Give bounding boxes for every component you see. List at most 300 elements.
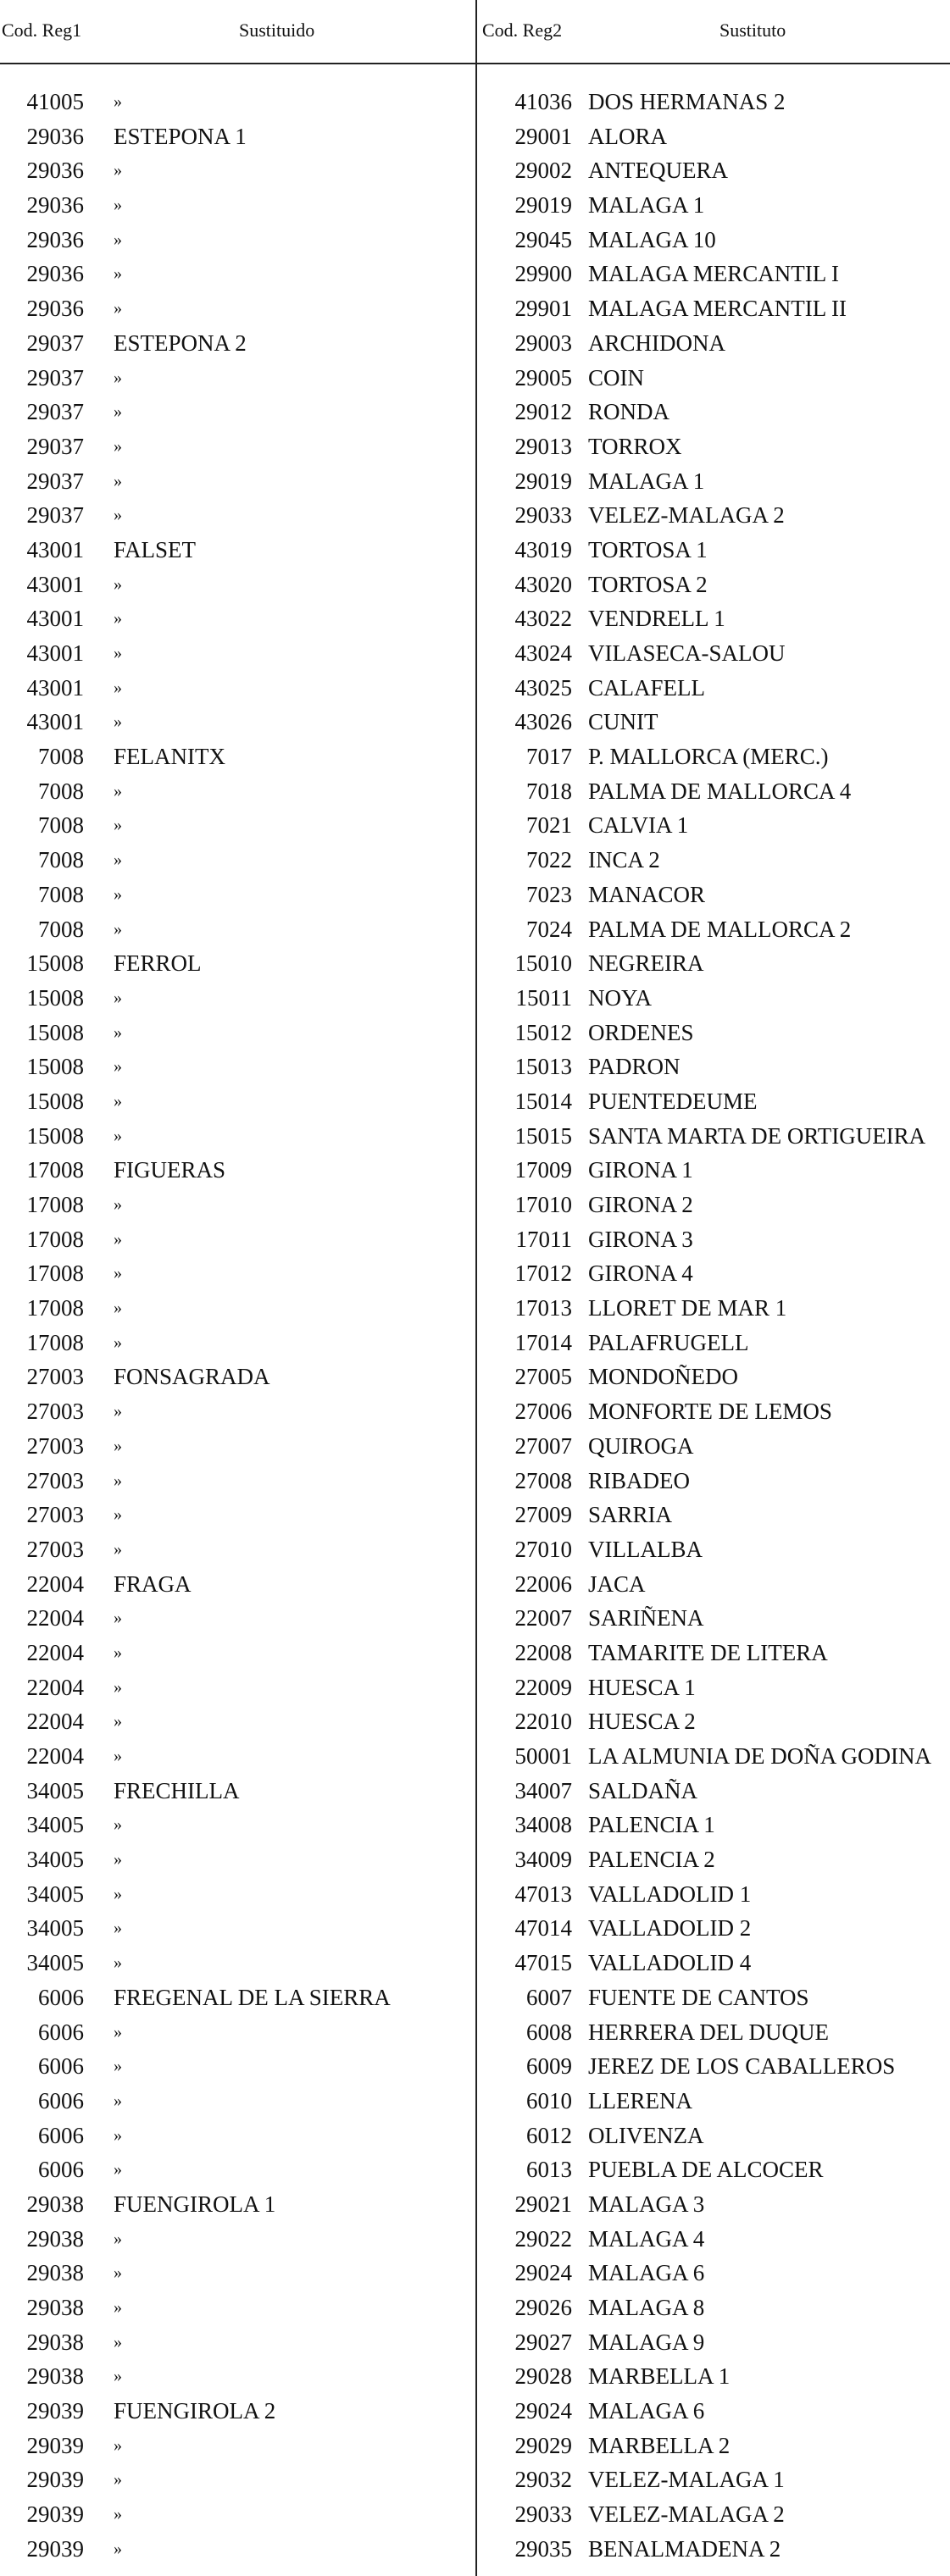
sustituido-cell: FRECHILLA — [114, 1777, 240, 1803]
cod-reg2-cell: 15011 — [515, 984, 572, 1011]
sustituido-cell: » — [114, 1747, 122, 1765]
sustituto-cell: JACA — [588, 1571, 646, 1597]
sustituto-cell: COIN — [588, 364, 644, 391]
cod-reg2-cell: 50001 — [514, 1743, 572, 1769]
sustituido-cell: » — [114, 2298, 122, 2317]
cod-reg1-cell: 34005 — [26, 1915, 84, 1942]
sustituido-cell: » — [114, 2470, 122, 2490]
table-row — [0, 2187, 950, 2222]
sustituido-cell: FALSET — [114, 536, 197, 562]
cod-reg2-cell: 15010 — [514, 950, 572, 977]
table-row — [0, 395, 950, 429]
sustituto-cell: PALMA DE MALLORCA 4 — [588, 778, 852, 804]
sustituto-cell: VENDRELL 1 — [588, 606, 725, 632]
sustituido-cell: ESTEPONA 2 — [114, 330, 247, 356]
sustituido-cell: » — [114, 1677, 122, 1697]
sustituido-cell: » — [114, 574, 122, 594]
sustituido-cell: » — [114, 850, 122, 870]
table-row — [0, 568, 950, 602]
cod-reg2-cell: 29045 — [514, 226, 572, 252]
sustituido-cell: » — [114, 2263, 122, 2283]
sustituido-cell: » — [114, 402, 122, 422]
table-row — [0, 981, 950, 1016]
sustituto-cell: ORDENES — [588, 1019, 694, 1045]
table-row — [0, 257, 950, 291]
table-row — [0, 2291, 950, 2325]
sustituido-cell: » — [114, 678, 122, 697]
table-row — [0, 1119, 950, 1154]
cod-reg2-cell: 27006 — [514, 1399, 572, 1425]
cod-reg1-cell: 15008 — [26, 1054, 84, 1080]
table-row — [0, 2532, 950, 2567]
sustituido-cell: » — [114, 1436, 122, 1455]
table-row — [0, 1498, 950, 1532]
table-row — [0, 153, 950, 188]
sustituto-cell: MALAGA MERCANTIL II — [588, 296, 847, 322]
cod-reg1-cell: 15008 — [26, 1122, 84, 1149]
cod-reg2-cell: 29028 — [514, 2363, 572, 2390]
cod-reg1-cell: 29038 — [26, 2225, 84, 2252]
sustituido-cell: » — [114, 988, 122, 1007]
cod-reg1-cell: 6006 — [38, 2122, 84, 2148]
cod-reg2-cell: 7021 — [526, 812, 572, 839]
table-row — [0, 1291, 950, 1326]
table-row — [0, 2325, 950, 2360]
sustituido-cell: » — [114, 781, 122, 800]
sustituto-cell: P. MALLORCA (MERC.) — [588, 744, 829, 770]
sustituto-cell: TORROX — [588, 433, 682, 459]
cod-reg2-cell: 29029 — [514, 2432, 572, 2458]
table-row — [0, 1774, 950, 1809]
sustituido-cell: FREGENAL DE LA SIERRA — [114, 1984, 391, 2010]
cod-reg1-cell: 29037 — [26, 364, 84, 391]
cod-reg1-cell: 6006 — [38, 2157, 84, 2183]
sustituido-cell: » — [114, 1815, 122, 1835]
sustituto-cell: NEGREIRA — [588, 950, 704, 977]
sustituido-cell: » — [114, 1539, 122, 1559]
sustituto-cell: PALAFRUGELL — [588, 1329, 749, 1355]
sustituido-cell: » — [114, 1850, 122, 1870]
cod-reg1-cell: 7008 — [38, 881, 84, 907]
table-row — [0, 2256, 950, 2291]
sustituto-cell: MALAGA 6 — [588, 2260, 705, 2286]
cod-reg1-cell: 17008 — [26, 1260, 84, 1287]
sustituto-cell: GIRONA 1 — [588, 1157, 693, 1183]
table-row — [0, 1636, 950, 1670]
sustituto-cell: PALENCIA 2 — [588, 1847, 715, 1873]
table-body — [0, 85, 950, 2567]
table-row — [0, 1360, 950, 1394]
sustituto-cell: FUENTE DE CANTOS — [588, 1984, 809, 2010]
sustituto-cell: HUESCA 1 — [588, 1674, 696, 1700]
cod-reg2-cell: 7017 — [526, 744, 572, 770]
cod-reg2-cell: 15015 — [514, 1122, 572, 1149]
sustituto-cell: MANACOR — [588, 881, 706, 907]
cod-reg2-cell: 22006 — [514, 1571, 572, 1597]
cod-reg2-cell: 43026 — [514, 709, 572, 735]
table-row — [0, 2222, 950, 2257]
header-cod-reg1: Cod. Reg1 — [2, 19, 82, 41]
sustituto-cell: BENALMADENA 2 — [588, 2535, 781, 2562]
cod-reg2-cell: 29021 — [514, 2191, 572, 2217]
cod-reg1-cell: 27003 — [26, 1536, 84, 1562]
sustituto-cell: MARBELLA 2 — [588, 2432, 731, 2458]
sustituido-cell: » — [114, 1505, 122, 1525]
cod-reg1-cell: 7008 — [38, 744, 84, 770]
table-row — [0, 843, 950, 878]
sustituido-cell: » — [114, 2435, 122, 2455]
sustituido-cell: » — [114, 1091, 122, 1111]
sustituto-cell: LLORET DE MAR 1 — [588, 1295, 787, 1321]
sustituido-cell: » — [114, 816, 122, 835]
table-row — [0, 1326, 950, 1360]
cod-reg2-cell: 6010 — [526, 2087, 572, 2113]
table-row — [0, 2015, 950, 2050]
cod-reg1-cell: 43001 — [26, 571, 84, 597]
sustituto-cell: PADRON — [588, 1054, 681, 1080]
sustituto-cell: MALAGA 4 — [588, 2225, 705, 2252]
table-row — [0, 85, 950, 119]
cod-reg1-cell: 34005 — [26, 1847, 84, 1873]
sustituido-cell: FELANITX — [114, 744, 225, 770]
sustituido-cell: » — [114, 2022, 122, 2041]
table-row — [0, 1256, 950, 1291]
cod-reg2-cell: 6009 — [526, 2053, 572, 2080]
cod-reg2-cell: 17011 — [515, 1226, 572, 1252]
sustituto-cell: VELEZ-MALAGA 1 — [588, 2467, 785, 2493]
cod-reg2-cell: 29002 — [514, 158, 572, 184]
cod-reg2-cell: 29013 — [514, 433, 572, 459]
cod-reg1-cell: 17008 — [26, 1295, 84, 1321]
cod-reg2-cell: 47014 — [514, 1915, 572, 1942]
sustituido-cell: » — [114, 2229, 122, 2248]
cod-reg2-cell: 29022 — [514, 2225, 572, 2252]
sustituto-cell: CUNIT — [588, 709, 658, 735]
sustituido-cell: » — [114, 1402, 122, 1421]
cod-reg1-cell: 29039 — [26, 2398, 84, 2424]
table-row — [0, 705, 950, 740]
table-row — [0, 878, 950, 912]
cod-reg2-cell: 17013 — [514, 1295, 572, 1321]
sustituto-cell: TORTOSA 1 — [588, 536, 708, 562]
sustituto-cell: SALDAÑA — [588, 1777, 698, 1803]
cod-reg1-cell: 29037 — [26, 502, 84, 529]
cod-reg2-cell: 43020 — [514, 571, 572, 597]
sustituido-cell: FUENGIROLA 1 — [114, 2191, 276, 2217]
cod-reg2-cell: 27007 — [514, 1432, 572, 1459]
sustituido-cell: » — [114, 1919, 122, 1938]
cod-reg2-cell: 29024 — [514, 2398, 572, 2424]
cod-reg1-cell: 29039 — [26, 2432, 84, 2458]
cod-reg1-cell: 22004 — [26, 1571, 84, 1597]
cod-reg1-cell: 34005 — [26, 1812, 84, 1838]
cod-reg2-cell: 29035 — [514, 2535, 572, 2562]
cod-reg1-cell: 29038 — [26, 2191, 84, 2217]
cod-reg2-cell: 29024 — [514, 2260, 572, 2286]
sustituido-cell: FERROL — [114, 950, 202, 977]
cod-reg2-cell: 15013 — [514, 1054, 572, 1080]
table-row — [0, 1946, 950, 1980]
cod-reg2-cell: 22008 — [514, 1639, 572, 1665]
sustituto-cell: LLERENA — [588, 2087, 692, 2113]
sustituido-cell: » — [114, 1609, 122, 1628]
cod-reg2-cell: 27005 — [514, 1364, 572, 1390]
cod-reg1-cell: 29036 — [26, 192, 84, 219]
table-row — [0, 2429, 950, 2463]
table-row — [0, 1704, 950, 1739]
sustituto-cell: ANTEQUERA — [588, 158, 728, 184]
cod-reg1-cell: 43001 — [26, 606, 84, 632]
table-row — [0, 291, 950, 326]
cod-reg2-cell: 29019 — [514, 468, 572, 494]
sustituto-cell: GIRONA 4 — [588, 1260, 693, 1287]
sustituto-cell: MALAGA 8 — [588, 2295, 705, 2320]
sustituido-cell: » — [114, 884, 122, 904]
sustituido-cell: » — [114, 2091, 122, 2110]
cod-reg2-cell: 47013 — [514, 1881, 572, 1907]
cod-reg1-cell: 29038 — [26, 2295, 84, 2320]
sustituido-cell: » — [114, 2057, 122, 2076]
sustituto-cell: QUIROGA — [588, 1432, 694, 1459]
table-row — [0, 326, 950, 361]
sustituido-cell: FONSAGRADA — [114, 1364, 270, 1390]
cod-reg1-cell: 27003 — [26, 1467, 84, 1493]
sustituido-cell: » — [114, 1264, 122, 1283]
sustituto-cell: HUESCA 2 — [588, 1709, 696, 1735]
cod-reg2-cell: 29001 — [514, 123, 572, 149]
table-row — [0, 1877, 950, 1912]
sustituido-cell: » — [114, 1332, 122, 1352]
sustituido-cell: » — [114, 1643, 122, 1662]
sustituto-cell: CALVIA 1 — [588, 812, 689, 839]
cod-reg1-cell: 29037 — [26, 468, 84, 494]
table-row — [0, 1188, 950, 1222]
sustituto-cell: MALAGA 1 — [588, 468, 705, 494]
cod-reg2-cell: 43024 — [514, 640, 572, 666]
sustituto-cell: VILLALBA — [588, 1536, 703, 1562]
cod-reg1-cell: 22004 — [26, 1639, 84, 1665]
cod-reg1-cell: 43001 — [26, 709, 84, 735]
cod-reg1-cell: 27003 — [26, 1364, 84, 1390]
sustituido-cell: » — [114, 919, 122, 939]
table-row — [0, 1429, 950, 1464]
sustituido-cell: » — [114, 1126, 122, 1145]
cod-reg2-cell: 22007 — [514, 1605, 572, 1631]
table-row — [0, 188, 950, 223]
sustituido-cell: » — [114, 299, 122, 319]
cod-reg1-cell: 22004 — [26, 1605, 84, 1631]
cod-reg1-cell: 29038 — [26, 2260, 84, 2286]
table-row — [0, 1153, 950, 1188]
sustituido-cell: » — [114, 1057, 122, 1077]
sustituto-cell: ARCHIDONA — [588, 330, 725, 356]
table-row — [0, 774, 950, 809]
cod-reg1-cell: 43001 — [26, 536, 84, 562]
table-row — [0, 1670, 950, 1705]
cod-reg1-cell: 22004 — [26, 1674, 84, 1700]
table-row — [0, 2119, 950, 2153]
sustituto-cell: MONDOÑEDO — [588, 1364, 738, 1390]
sustituto-cell: GIRONA 2 — [588, 1192, 693, 1217]
cod-reg2-cell: 27008 — [514, 1467, 572, 1493]
sustituto-cell: MALAGA MERCANTIL I — [588, 261, 839, 287]
table-row — [0, 1394, 950, 1429]
sustituto-cell: GIRONA 3 — [588, 1226, 693, 1252]
cod-reg2-cell: 17014 — [514, 1329, 572, 1355]
sustituido-cell: » — [114, 712, 122, 732]
cod-reg2-cell: 17010 — [514, 1192, 572, 1217]
sustituto-cell: MONFORTE DE LEMOS — [588, 1399, 832, 1425]
sustituto-cell: RIBADEO — [588, 1467, 690, 1493]
table-row — [0, 1464, 950, 1499]
sustituto-cell: VALLADOLID 4 — [588, 1950, 752, 1976]
sustituto-cell: PUENTEDEUME — [588, 1088, 758, 1114]
table-row — [0, 1016, 950, 1050]
table-row — [0, 912, 950, 947]
sustituto-cell: NOYA — [588, 984, 653, 1011]
cod-reg2-cell: 7023 — [526, 881, 572, 907]
sustituido-cell: » — [114, 2125, 122, 2145]
header-sustituto: Sustituto — [719, 19, 786, 41]
sustituido-cell: » — [114, 1299, 122, 1318]
sustituido-cell: » — [114, 471, 122, 490]
cod-reg2-cell: 43022 — [514, 606, 572, 632]
table-row — [0, 533, 950, 568]
cod-reg1-cell: 29038 — [26, 2363, 84, 2390]
cod-reg2-cell: 27009 — [514, 1502, 572, 1528]
cod-reg2-cell: 6008 — [526, 2019, 572, 2045]
cod-reg2-cell: 34008 — [514, 1812, 572, 1838]
cod-reg2-cell: 29900 — [514, 261, 572, 287]
table-row — [0, 2084, 950, 2119]
sustituto-cell: PUEBLA DE ALCOCER — [588, 2157, 824, 2183]
table-row — [0, 671, 950, 706]
cod-reg1-cell: 7008 — [38, 778, 84, 804]
sustituido-cell: ESTEPONA 1 — [114, 123, 247, 149]
cod-reg2-cell: 6013 — [526, 2157, 572, 2183]
cod-reg1-cell: 43001 — [26, 640, 84, 666]
table-row — [0, 361, 950, 396]
sustituto-cell: MALAGA 6 — [588, 2398, 705, 2424]
cod-reg2-cell: 22010 — [514, 1709, 572, 1735]
cod-reg2-cell: 6007 — [526, 1984, 572, 2010]
sustituto-cell: MALAGA 3 — [588, 2191, 705, 2217]
cod-reg1-cell: 15008 — [26, 1019, 84, 1045]
cod-reg1-cell: 6006 — [38, 2053, 84, 2080]
sustituto-cell: VILASECA-SALOU — [588, 640, 786, 666]
table-row — [0, 1050, 950, 1084]
sustituido-cell: » — [114, 2160, 122, 2180]
cod-reg1-cell: 17008 — [26, 1226, 84, 1252]
cod-reg1-cell: 22004 — [26, 1743, 84, 1769]
table-row — [0, 1911, 950, 1946]
sustituido-cell: » — [114, 1712, 122, 1731]
cod-reg1-cell: 27003 — [26, 1502, 84, 1528]
header-cod-reg2: Cod. Reg2 — [482, 19, 563, 41]
cod-reg2-cell: 29005 — [514, 364, 572, 391]
cod-reg2-cell: 29901 — [514, 296, 572, 322]
sustituido-cell: » — [114, 1195, 122, 1214]
sustituto-cell: VALLADOLID 2 — [588, 1915, 752, 1942]
sustituido-cell: » — [114, 436, 122, 456]
sustituto-cell: RONDA — [588, 399, 670, 425]
table-row — [0, 498, 950, 533]
sustituido-cell: » — [114, 230, 122, 249]
table-row — [0, 2359, 950, 2394]
sustituto-cell: MARBELLA 1 — [588, 2363, 731, 2390]
table-row — [0, 2462, 950, 2497]
sustituto-cell: LA ALMUNIA DE DOÑA GODINA — [588, 1743, 931, 1769]
cod-reg1-cell: 15008 — [26, 984, 84, 1011]
sustituido-cell: » — [114, 196, 122, 215]
cod-reg2-cell: 29026 — [514, 2295, 572, 2320]
sustituto-cell: OLIVENZA — [588, 2122, 704, 2148]
table-row — [0, 2394, 950, 2429]
sustituido-cell: » — [114, 368, 122, 387]
table-row — [0, 808, 950, 843]
table-row — [0, 2497, 950, 2532]
cod-reg1-cell: 15008 — [26, 1088, 84, 1114]
sustituido-cell: » — [114, 1953, 122, 1973]
table-row — [0, 1222, 950, 1257]
sustituto-cell: VELEZ-MALAGA 2 — [588, 2501, 785, 2528]
sustituido-cell: » — [114, 92, 122, 111]
table-row — [0, 2049, 950, 2084]
cod-reg1-cell: 27003 — [26, 1399, 84, 1425]
table-row — [0, 601, 950, 636]
sustituido-cell: » — [114, 2539, 122, 2558]
cod-reg2-cell: 15014 — [514, 1088, 572, 1114]
cod-reg2-cell: 43019 — [514, 536, 572, 562]
cod-reg2-cell: 6012 — [526, 2122, 572, 2148]
sustituto-cell: TORTOSA 2 — [588, 571, 708, 597]
table-row — [0, 636, 950, 671]
sustituto-cell: SARRIA — [588, 1502, 673, 1528]
sustituido-cell: » — [114, 2505, 122, 2524]
sustituto-cell: DOS HERMANAS 2 — [588, 89, 786, 114]
cod-reg1-cell: 7008 — [38, 916, 84, 942]
sustituido-cell: » — [114, 609, 122, 629]
sustituto-cell: TAMARITE DE LITERA — [588, 1639, 828, 1665]
cod-reg2-cell: 34009 — [514, 1847, 572, 1873]
table-row — [0, 1532, 950, 1567]
cod-reg2-cell: 7022 — [526, 847, 572, 873]
cod-reg2-cell: 29019 — [514, 192, 572, 219]
cod-reg1-cell: 27003 — [26, 1432, 84, 1459]
sustituto-cell: MALAGA 1 — [588, 192, 705, 219]
cod-reg1-cell: 43001 — [26, 674, 84, 701]
sustituido-cell: » — [114, 506, 122, 525]
cod-reg1-cell: 17008 — [26, 1192, 84, 1217]
table-row — [0, 1980, 950, 2015]
cod-reg2-cell: 15012 — [514, 1019, 572, 1045]
sustituido-cell: » — [114, 2367, 122, 2386]
cod-reg1-cell: 29036 — [26, 296, 84, 322]
cod-reg1-cell: 15008 — [26, 950, 84, 977]
cod-reg1-cell: 34005 — [26, 1777, 84, 1803]
cod-reg1-cell: 29036 — [26, 261, 84, 287]
cod-reg1-cell: 6006 — [38, 1984, 84, 2010]
sustituido-cell: » — [114, 644, 122, 662]
cod-reg2-cell: 43025 — [514, 674, 572, 701]
table-row — [0, 946, 950, 981]
cod-reg2-cell: 29033 — [514, 2501, 572, 2528]
sustituido-cell: FRAGA — [114, 1571, 192, 1597]
cod-reg1-cell: 7008 — [38, 812, 84, 839]
cod-reg2-cell: 29027 — [514, 2329, 572, 2355]
table-row — [0, 429, 950, 464]
cod-reg2-cell: 7018 — [526, 778, 572, 804]
